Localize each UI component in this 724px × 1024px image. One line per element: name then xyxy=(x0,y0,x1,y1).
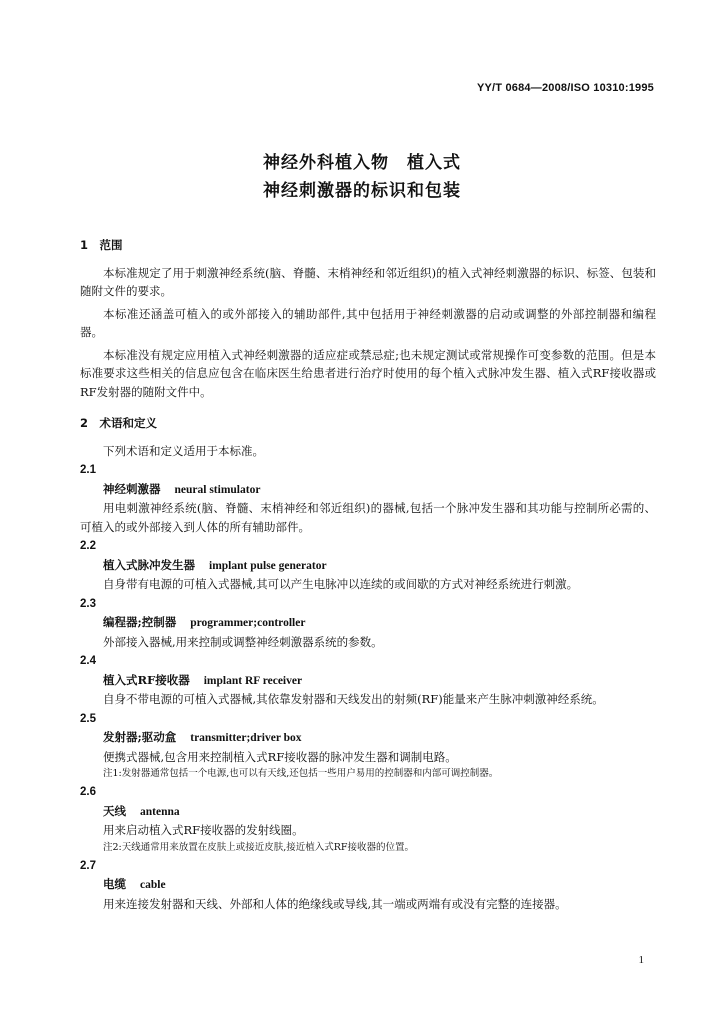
term-entry xyxy=(80,652,656,709)
term-definition: 自身不带电源的可植入式器械,其依靠发射器和天线发出的射频(RF)能量来产生脉冲刺激神经系统。 xyxy=(103,692,604,706)
term-entry xyxy=(80,595,656,652)
terms-list xyxy=(80,461,656,913)
term-en: neural stimulator xyxy=(174,483,261,496)
term-number: 2.6 xyxy=(80,786,96,798)
section-heading-terms: 2 术语和定义 xyxy=(80,416,158,430)
term-definition: 外部接入器械,用来控制或调整神经刺激器系统的参数。 xyxy=(103,634,383,649)
document-title-line-2: 神经刺激器的标识和包装 xyxy=(263,181,461,201)
scope-paragraph-3: 本标准没有规定应用植入式神经刺激器的适应症或禁忌症;也未规定测试或常规操作可变参数的范围。但是本标准要求这些相关的信息应包含在临床医生给患者进行治疗时使用的每个植入式脉冲发生器、植入式RF接收器或RF发射器的随附文件中。 xyxy=(80,347,656,399)
term-note: 注2:天线通常用来放置在皮肤上或接近皮肤,接近植入式RF接收器的位置。 xyxy=(103,841,415,853)
term-zh: 植入式RF接收器 xyxy=(103,672,190,687)
term-entry xyxy=(80,461,656,536)
term-zh: 神经刺激器 xyxy=(103,481,161,496)
term-note: 注1:发射器通常包括一个电源,也可以有天线,还包括一些用户易用的控制器和内部可调控制器。 xyxy=(103,768,499,779)
term-en: cable xyxy=(140,879,166,891)
term-title xyxy=(80,671,656,691)
standard-code: YY/T 0684—2008/ISO 10310:1995 xyxy=(476,82,654,94)
term-number: 2.2 xyxy=(80,540,96,552)
term-zh: 编程器;控制器 xyxy=(103,615,177,629)
term-title xyxy=(80,875,656,895)
term-definition: 用来启动植入式RF接收器的发射线圈。 xyxy=(103,823,304,837)
term-zh: 电缆 xyxy=(103,877,126,891)
term-title xyxy=(80,802,656,822)
term-definition: 用电刺激神经系统(脑、脊髓、末梢神经和邻近组织)的器械,包括一个脉冲发生器和其功能与控制所必需的、可植入的或外部接入到人体的所有辅助部件。 xyxy=(80,501,656,534)
section-scope xyxy=(80,236,656,401)
term-number: 2.4 xyxy=(80,655,96,667)
scope-paragraph-2: 本标准还涵盖可植入的或外部接入的辅助部件,其中包括用于神经刺激器的启动或调整的外部控制器和编程器。 xyxy=(80,306,656,339)
term-entry xyxy=(80,783,656,856)
term-en: implant pulse generator xyxy=(209,559,327,572)
section-terms xyxy=(80,414,656,913)
term-entry xyxy=(80,710,656,783)
term-number: 2.1 xyxy=(80,464,96,476)
section-heading-scope: 1 范围 xyxy=(80,238,123,252)
term-en: transmitter;driver box xyxy=(190,732,302,744)
term-number: 2.3 xyxy=(80,597,96,610)
document-title-line-1: 神经外科植入物 植入式 xyxy=(263,153,461,173)
term-title xyxy=(80,556,656,576)
term-title xyxy=(80,613,656,633)
page-number: 1 xyxy=(638,954,644,966)
term-definition: 自身带有电源的可植入式器械,其可以产生电脉冲以连续的或间歇的方式对神经系统进行刺激。 xyxy=(103,577,579,591)
term-entry xyxy=(80,537,656,594)
term-zh: 发射器;驱动盒 xyxy=(103,730,177,744)
scope-paragraph-1: 本标准规定了用于刺激神经系统(脑、脊髓、末梢神经和邻近组织)的植入式神经刺激器的标识、标签、包装和随附文件的要求。 xyxy=(80,265,656,298)
term-number: 2.7 xyxy=(80,859,96,872)
term-en: implant RF receiver xyxy=(203,674,303,687)
term-en: programmer;controller xyxy=(190,617,306,629)
term-zh: 植入式脉冲发生器 xyxy=(103,557,195,572)
term-title xyxy=(80,480,656,500)
term-number: 2.5 xyxy=(80,712,96,725)
term-definition: 便携式器械,包含用来控制植入式RF接收器的脉冲发生器和调制电路。 xyxy=(103,749,457,764)
term-en: antenna xyxy=(140,805,180,818)
term-zh: 天线 xyxy=(103,803,126,818)
term-definition: 用来连接发射器和天线、外部和人体的绝缘线或导线,其一端或两端有或没有完整的连接器。 xyxy=(103,896,567,911)
term-title xyxy=(80,728,656,748)
term-entry xyxy=(80,857,656,914)
terms-intro: 下列术语和定义适用于本标准。 xyxy=(103,443,264,458)
